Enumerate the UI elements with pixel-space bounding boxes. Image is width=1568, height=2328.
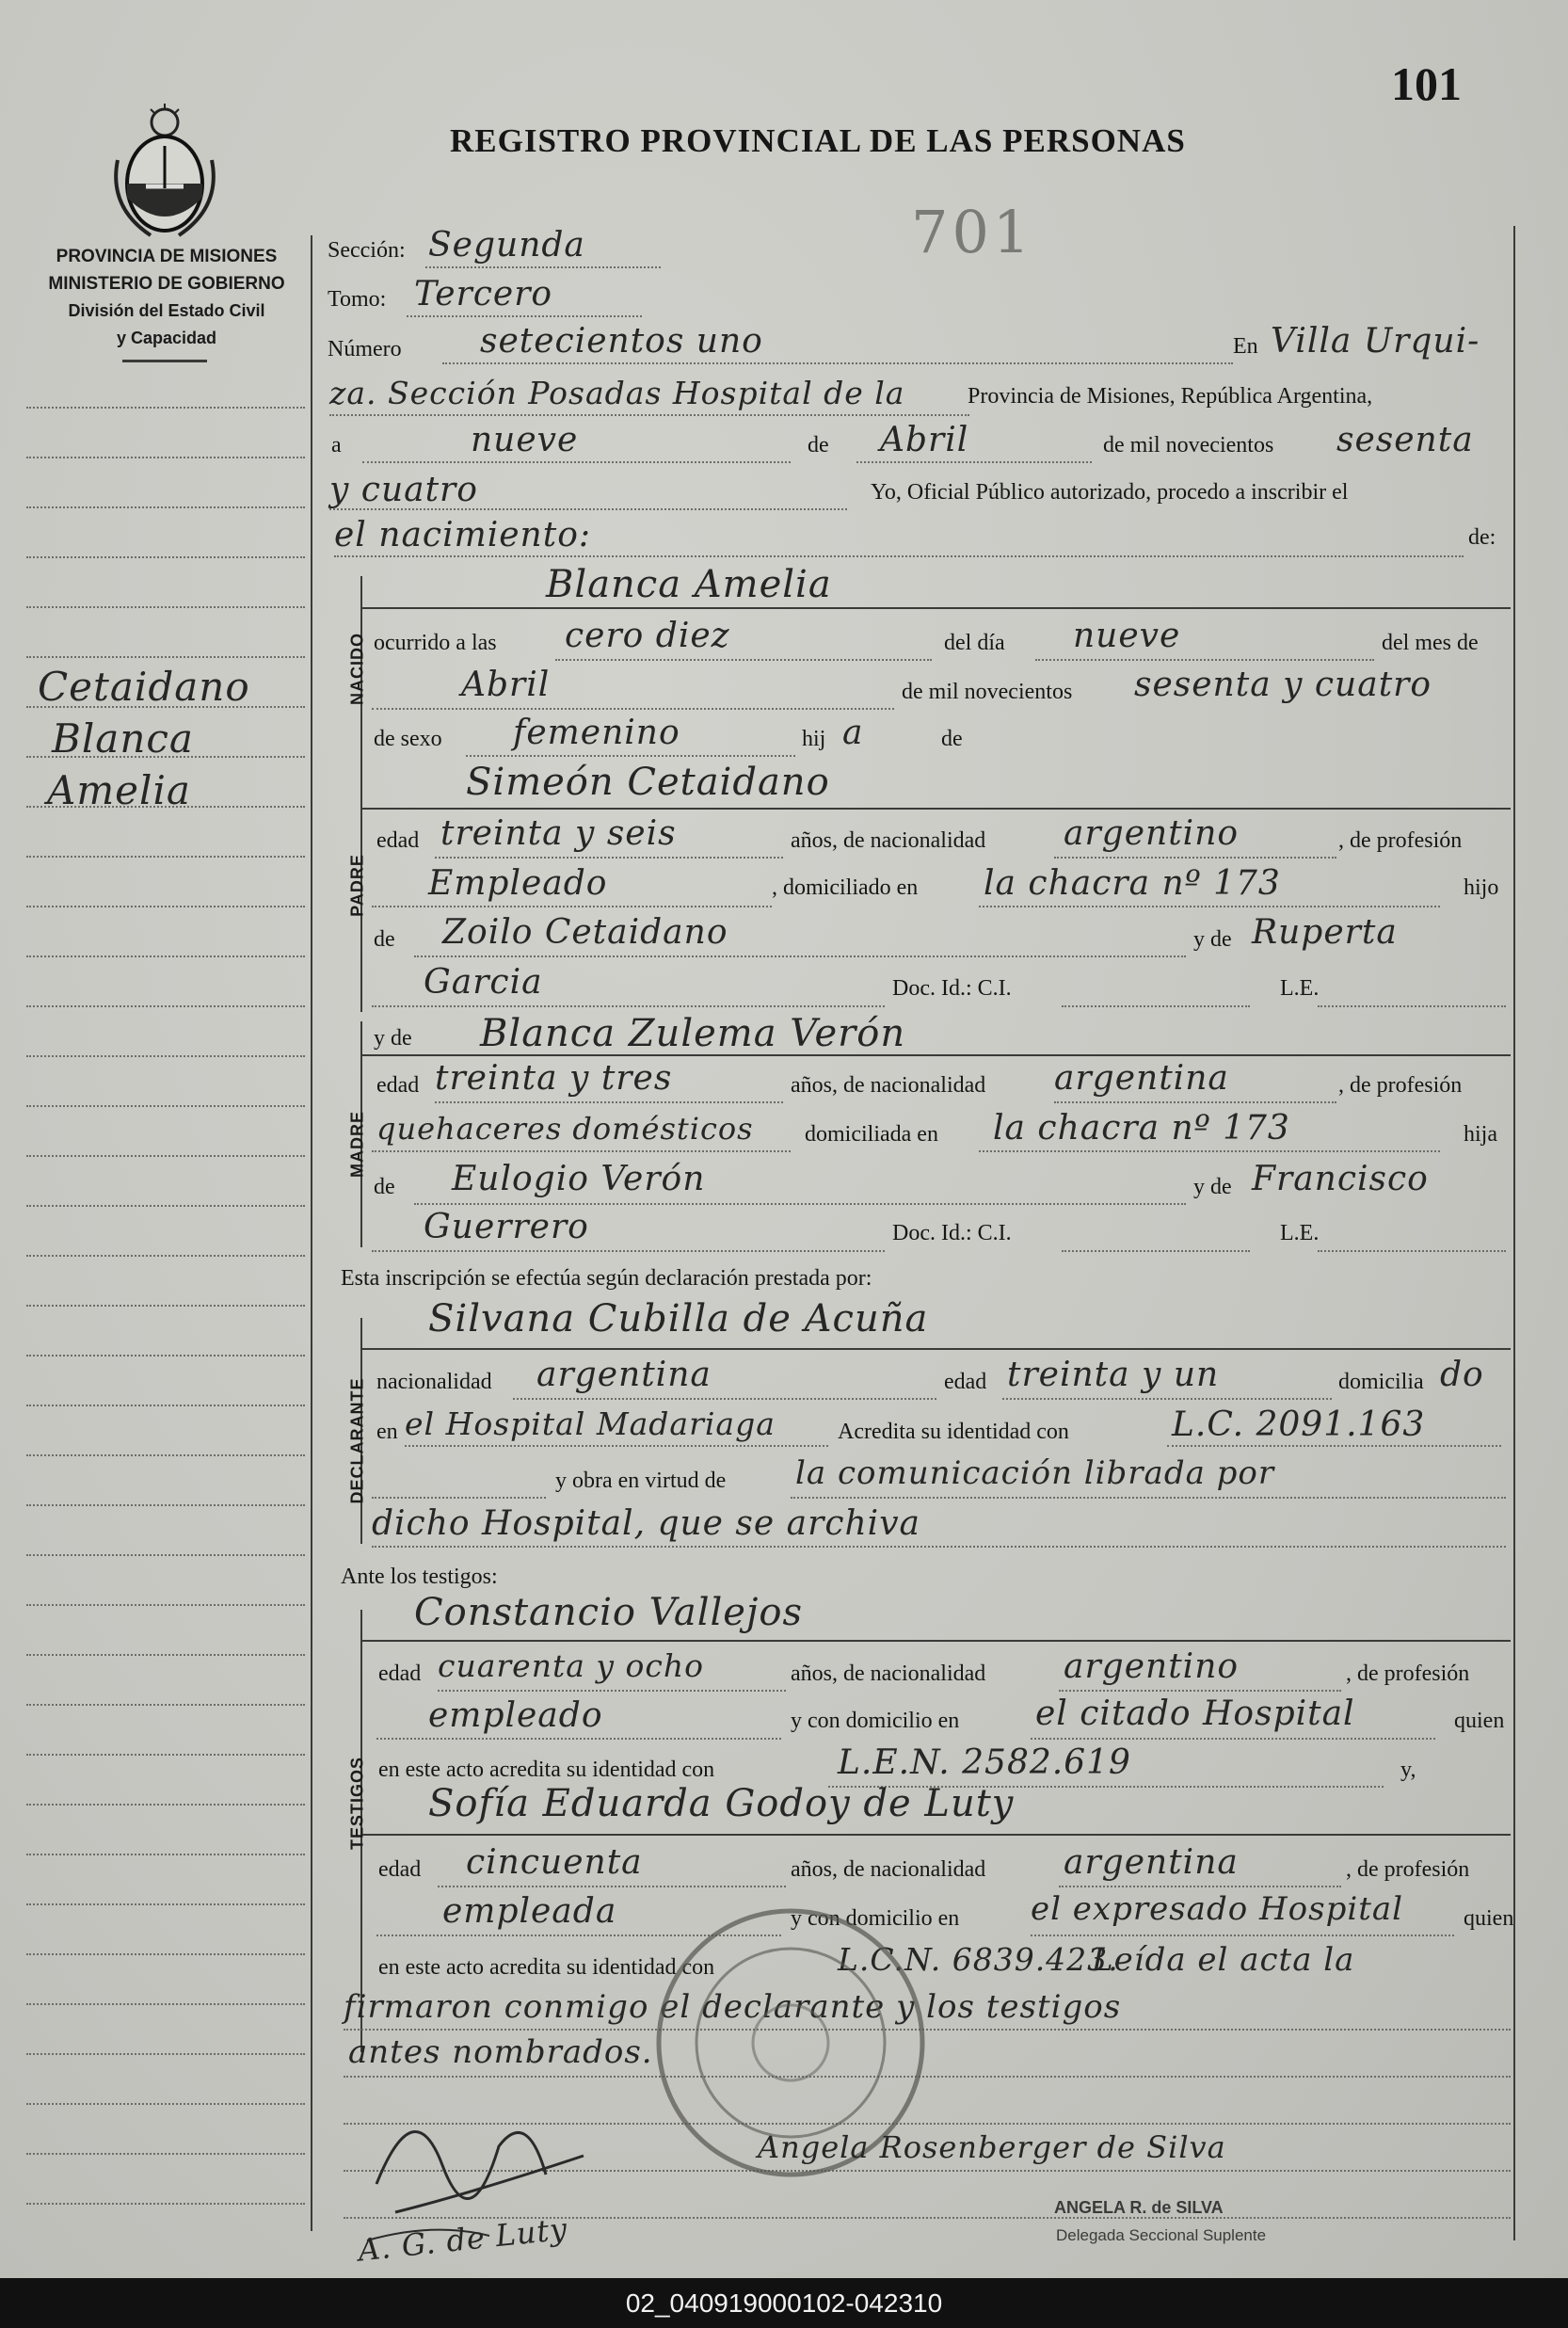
margin-rule xyxy=(26,1105,305,1107)
t2-dom-label: y con domicilio en xyxy=(791,1906,960,1931)
stamp-number: 701 xyxy=(911,198,1034,266)
ocurrido-label: ocurrido a las xyxy=(374,631,497,655)
madre-de-label: de xyxy=(374,1175,395,1199)
division-label: División del Estado Civil xyxy=(68,301,265,320)
margin-rule xyxy=(26,1255,305,1257)
anio-nac-value: sesenta y cuatro xyxy=(1134,666,1432,704)
decl-obra-label: y obra en virtud de xyxy=(555,1469,727,1493)
padre-nac-label: años, de nacionalidad xyxy=(791,828,986,853)
mes-nac-value: Abril xyxy=(461,666,551,704)
dia-nac-value: nueve xyxy=(1073,617,1181,655)
margin-rule xyxy=(26,606,305,608)
decl-edad-label: edad xyxy=(944,1370,987,1394)
t2-dom-value: el expresado Hospital xyxy=(1031,1890,1404,1928)
t1-id-value: L.E.N. 2582.619 xyxy=(838,1743,1131,1782)
madre-y-de-value-2: Guerrero xyxy=(424,1208,589,1246)
margin-rule xyxy=(26,457,305,458)
t2-prof-label: , de profesión xyxy=(1346,1857,1470,1882)
margin-rule xyxy=(26,955,305,957)
t1-acredita-label: en este acto acredita su identidad con xyxy=(378,1758,715,1782)
margin-rule xyxy=(26,1654,305,1656)
seccion-label: Sección: xyxy=(328,238,406,263)
testigo2-name: Sofía Eduarda Godoy de Luty xyxy=(428,1782,1015,1825)
tomo-value: Tercero xyxy=(414,275,553,313)
padre-edad-value: treinta y seis xyxy=(440,814,677,853)
de-colon-label: de: xyxy=(1468,525,1496,550)
margin-rule xyxy=(26,556,305,558)
madre-y-de-label-2: y de xyxy=(1193,1175,1232,1199)
t1-dom-label: y con domicilio en xyxy=(791,1709,960,1733)
decl-obra-value-1: la comunicación librada por xyxy=(795,1454,1275,1492)
margin-rule xyxy=(26,2203,305,2205)
numero-value: setecientos uno xyxy=(480,322,763,361)
header-rule xyxy=(122,360,207,362)
t2-nac-value: argentina xyxy=(1064,1843,1239,1882)
en-value-1: Villa Urqui- xyxy=(1271,322,1480,361)
t1-edad-value: cuarenta y ocho xyxy=(438,1647,704,1684)
a-label: a xyxy=(331,433,342,458)
decl-en-label: en xyxy=(376,1420,398,1444)
margin-rule xyxy=(26,1804,305,1806)
madre-dom-value: la chacra nº 173 xyxy=(993,1109,1290,1148)
decl-nac-label: nacionalidad xyxy=(376,1370,492,1394)
nacido-tag: NACIDO xyxy=(347,633,367,705)
margin-rule xyxy=(26,1903,305,1905)
de-label: de xyxy=(808,433,829,458)
madre-tag: MADRE xyxy=(347,1111,367,1178)
padre-y-de-value: Ruperta xyxy=(1252,913,1398,952)
province-label: PROVINCIA DE MISIONES xyxy=(56,247,278,266)
margin-first-name: Blanca xyxy=(52,715,194,762)
decl-dom-label: domicilia xyxy=(1338,1370,1424,1394)
decl-id-value: L.C. 2091.163 xyxy=(1172,1405,1426,1444)
t2-nac-label: años, de nacionalidad xyxy=(791,1857,986,1882)
margin-rule xyxy=(26,1754,305,1756)
margin-rule xyxy=(26,1005,305,1007)
hij-label: hij xyxy=(802,727,826,751)
ministry-label: MINISTERIO DE GOBIERNO xyxy=(48,274,285,294)
margin-rule xyxy=(26,1953,305,1955)
madre-prof-label: , de profesión xyxy=(1338,1073,1463,1098)
en-value-2: za. Sección Posadas Hospital de la xyxy=(329,375,905,411)
padre-de-label: de xyxy=(374,927,395,952)
padre-doc-label: Doc. Id.: C.I. xyxy=(892,976,1012,1001)
t2-acredita-label: en este acto acredita su identidad con xyxy=(378,1955,715,1980)
ante-label: Ante los testigos: xyxy=(341,1565,498,1589)
stamp-official-role: Delegada Seccional Suplente xyxy=(1056,2226,1267,2244)
decl-edad-value: treinta y un xyxy=(1007,1356,1220,1394)
anio-value-1: sesenta xyxy=(1336,421,1474,459)
del-mes-label: del mes de xyxy=(1382,631,1479,655)
margin-second-name: Amelia xyxy=(47,767,191,813)
anio-value-2: y cuatro xyxy=(329,471,478,509)
decl-nac-value: argentina xyxy=(536,1356,712,1394)
inscribir-value: el nacimiento: xyxy=(334,516,591,554)
madre-dom-label: domiciliada en xyxy=(805,1122,938,1147)
de-mil-nac-label: de mil novecientos xyxy=(902,680,1073,704)
inscripcion-label: Esta inscripción se efectúa según declaración prestada por: xyxy=(341,1266,872,1291)
sexo-label: de sexo xyxy=(374,727,442,751)
madre-prof-value: quehaceres domésticos xyxy=(376,1111,754,1147)
margin-rule xyxy=(26,2003,305,2005)
margin-rule xyxy=(26,1305,305,1307)
margin-rule xyxy=(26,906,305,907)
margin-rule xyxy=(26,1854,305,1855)
padre-le-label: L.E. xyxy=(1280,976,1320,1001)
padre-dom-value: la chacra nº 173 xyxy=(984,864,1281,903)
page-number: 101 xyxy=(1391,57,1462,110)
madre-y-de-value: Francisco xyxy=(1252,1160,1429,1198)
madre-de-value: Eulogio Verón xyxy=(452,1160,706,1198)
father-name: Simeón Cetaidano xyxy=(466,761,830,804)
sexo-value: femenino xyxy=(513,714,680,752)
t1-dom-value: el citado Hospital xyxy=(1035,1694,1355,1733)
madre-edad-value: treinta y tres xyxy=(435,1059,673,1098)
madre-le-label: L.E. xyxy=(1280,1221,1320,1245)
margin-rule xyxy=(26,1704,305,1706)
madre-doc-label: Doc. Id.: C.I. xyxy=(892,1221,1012,1245)
child-name: Blanca Amelia xyxy=(546,563,832,606)
document-title: REGISTRO PROVINCIAL DE LAS PERSONAS xyxy=(450,122,1186,159)
closing-line-2: firmaron conmigo el declarante y los testigos xyxy=(344,1988,1122,2026)
margin-rule xyxy=(26,1604,305,1606)
t1-quien-label: quien xyxy=(1454,1709,1505,1733)
division-label-2: y Capacidad xyxy=(116,329,217,347)
t2-edad-value: cincuenta xyxy=(466,1843,643,1882)
tomo-label: Tomo: xyxy=(328,287,387,312)
decl-obra-value-2: dicho Hospital, que se archiva xyxy=(372,1504,920,1543)
margin-rule xyxy=(26,506,305,508)
madre-edad-label: edad xyxy=(376,1073,420,1098)
margin-rule xyxy=(26,2103,305,2105)
coat-of-arms-emblem xyxy=(113,104,216,240)
madre-y-de-label: y de xyxy=(374,1026,412,1051)
padre-nac-value: argentino xyxy=(1064,814,1240,853)
numero-label: Número xyxy=(328,337,402,361)
seccion-value: Segunda xyxy=(428,226,585,265)
t2-edad-label: edad xyxy=(378,1857,422,1882)
testigos-tag: TESTIGOS xyxy=(347,1757,367,1851)
hora-value: cero diez xyxy=(565,617,730,655)
margin-rule xyxy=(26,1454,305,1456)
margin-rule xyxy=(26,407,305,409)
t2-id-value: L.C.N. 6839.423. xyxy=(838,1941,1119,1978)
margin-rule xyxy=(26,1405,305,1406)
right-border xyxy=(1513,226,1515,2240)
madre-nac-label: años, de nacionalidad xyxy=(791,1073,986,1098)
closing-line-3: antes nombrados. xyxy=(348,2033,653,2071)
padre-y-de-value-2: Garcia xyxy=(424,963,543,1002)
padre-prof-label: , de profesión xyxy=(1338,828,1463,853)
decl-dom-suffix: do xyxy=(1440,1356,1484,1394)
t1-nac-value: argentino xyxy=(1064,1647,1240,1686)
dia-value: nueve xyxy=(471,421,579,459)
margin-signature: A. G. de Luty xyxy=(356,2210,569,2269)
de-mil-label: de mil novecientos xyxy=(1103,433,1274,458)
t1-edad-label: edad xyxy=(378,1662,422,1686)
t1-y-label: y, xyxy=(1400,1758,1416,1782)
margin-column-border xyxy=(311,235,312,2231)
mes-value: Abril xyxy=(880,421,969,459)
hij-suffix: a xyxy=(842,714,864,752)
margin-rule xyxy=(26,1355,305,1357)
del-dia-label: del día xyxy=(944,631,1005,655)
margin-rule xyxy=(26,2053,305,2055)
margin-rule xyxy=(26,1554,305,1556)
padre-hijo-label: hijo xyxy=(1464,875,1499,900)
margin-rule xyxy=(26,1504,305,1506)
t1-prof-label: , de profesión xyxy=(1346,1662,1470,1686)
margin-rule xyxy=(26,1205,305,1207)
margin-surname: Cetaidano xyxy=(38,664,250,710)
padre-prof-value: Empleado xyxy=(428,864,608,903)
testigo1-name: Constancio Vallejos xyxy=(414,1591,803,1634)
padre-dom-label: , domiciliado en xyxy=(772,875,919,900)
provincia-label: Provincia de Misiones, República Argentina, xyxy=(968,384,1373,409)
declarante-tag: DECLARANTE xyxy=(347,1377,367,1504)
margin-rule xyxy=(26,1155,305,1157)
scan-id-bar: 02_040919000102-042310 xyxy=(0,2278,1568,2328)
madre-nac-value: argentina xyxy=(1054,1059,1229,1098)
stamp-official-name: ANGELA R. de SILVA xyxy=(1054,2198,1224,2217)
yo-label: Yo, Oficial Público autorizado, procedo a inscribir el xyxy=(871,480,1349,505)
closing-line-1: Leída el acta la xyxy=(1092,1941,1355,1979)
t1-prof-value: empleado xyxy=(428,1696,603,1735)
padre-tag: PADRE xyxy=(347,854,367,917)
mother-name: Blanca Zulema Verón xyxy=(480,1012,906,1055)
margin-rule xyxy=(26,656,305,658)
en-label: En xyxy=(1233,334,1258,359)
margin-rule xyxy=(26,1055,305,1057)
de-parent-label: de xyxy=(941,727,963,751)
margin-rule xyxy=(26,856,305,858)
margin-rule xyxy=(26,2153,305,2155)
official-signature: Angela Rosenberger de Silva xyxy=(758,2129,1226,2165)
decl-en-value: el Hospital Madariaga xyxy=(405,1405,776,1442)
declarante-name: Silvana Cubilla de Acuña xyxy=(428,1297,929,1341)
decl-acredita-label: Acredita su identidad con xyxy=(838,1420,1069,1444)
t2-prof-value: empleada xyxy=(442,1892,617,1931)
t1-nac-label: años, de nacionalidad xyxy=(791,1662,986,1686)
padre-edad-label: edad xyxy=(376,828,420,853)
madre-hija-label: hija xyxy=(1464,1122,1497,1147)
padre-de-value: Zoilo Cetaidano xyxy=(442,913,728,952)
t2-quien-label: quien xyxy=(1464,1906,1514,1931)
padre-y-de-label: y de xyxy=(1193,927,1232,952)
